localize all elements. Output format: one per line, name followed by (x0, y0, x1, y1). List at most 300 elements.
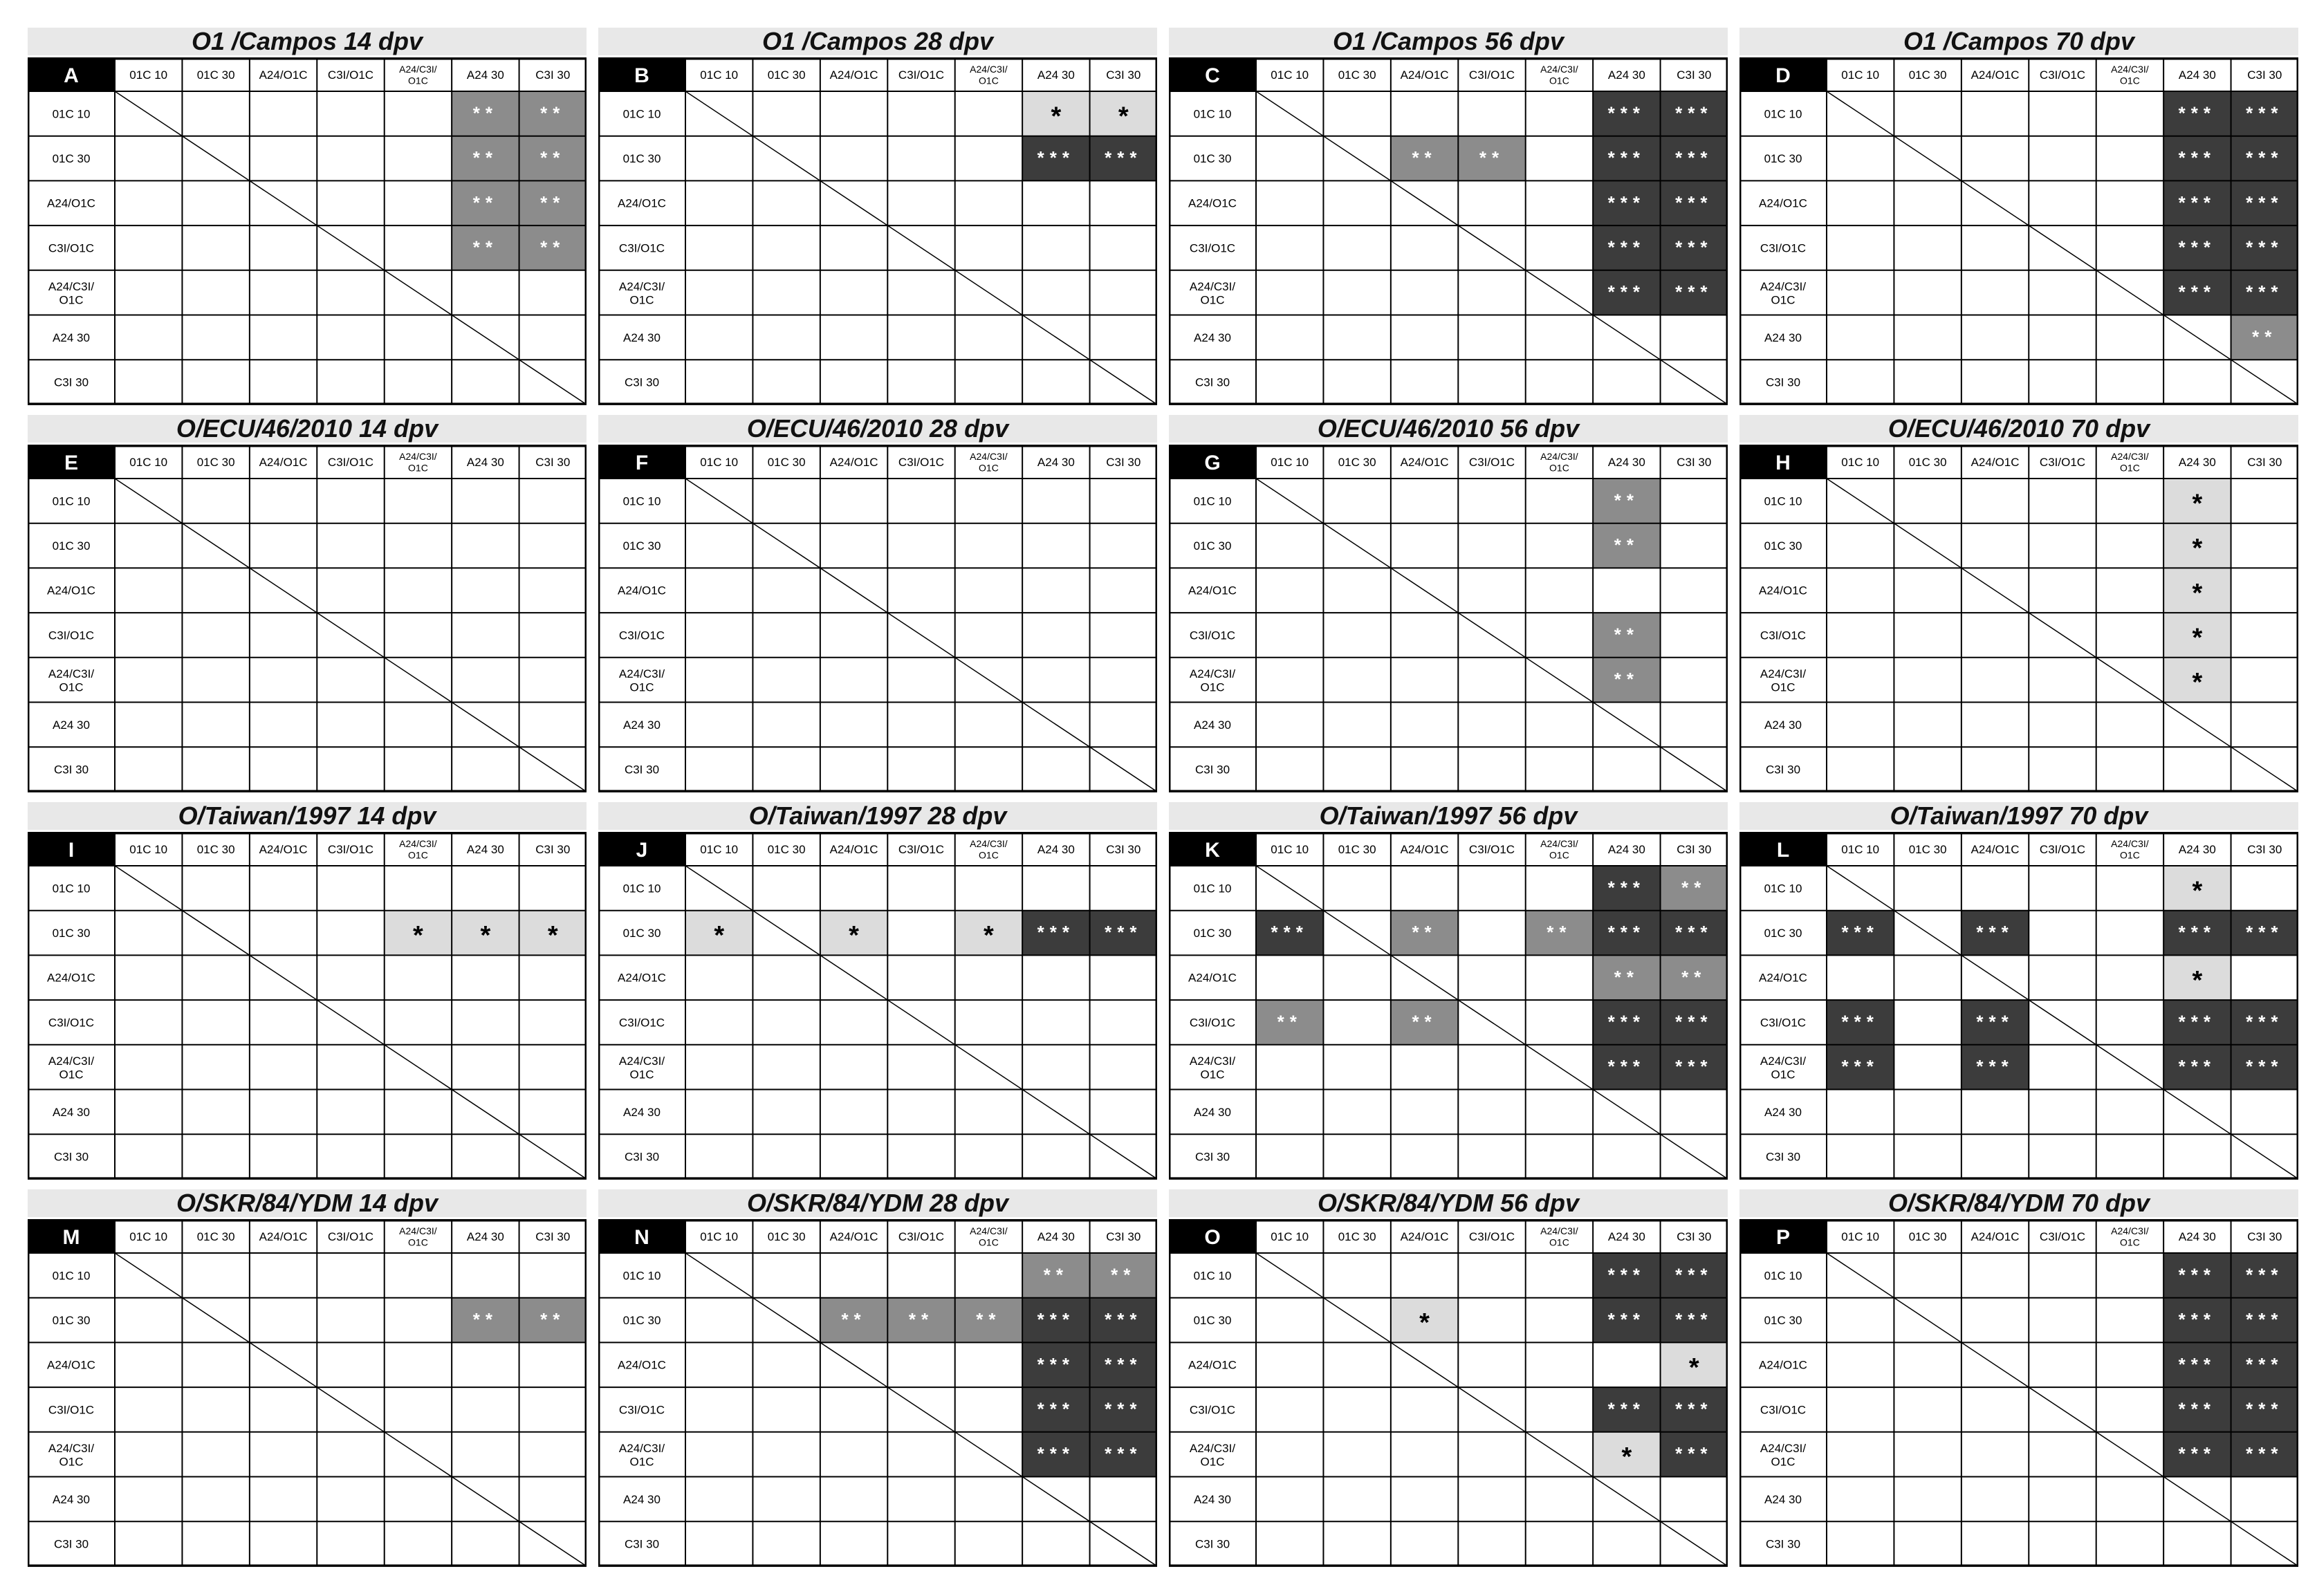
column-header: A24/C3I/ O1C (399, 451, 437, 474)
row-header: 01C 30 (1193, 152, 1232, 165)
column-header: C3I 30 (1106, 842, 1141, 856)
panel-letter: L (1776, 839, 1790, 862)
row-header: 01C 10 (1764, 882, 1802, 896)
significance-mark: *** (1037, 1443, 1076, 1465)
matrix-panel (1169, 28, 1728, 406)
significance-mark: *** (2178, 102, 2217, 124)
matrix-table (598, 1218, 1157, 1568)
column-header: 01C 30 (1908, 455, 1947, 469)
significance-mark: *** (1607, 1056, 1646, 1077)
panel-letter: K (1205, 839, 1220, 862)
column-header: 01C 30 (196, 1230, 235, 1243)
panel-title: O1 /Campos 56 dpv (1169, 28, 1728, 55)
significance-mark: *** (1976, 1056, 2014, 1077)
matrix-panel (598, 28, 1157, 406)
column-header: A24 30 (466, 455, 504, 469)
row-header: C3I/O1C (618, 241, 665, 255)
panel-letter: E (64, 452, 79, 474)
column-header: A24/O1C (259, 455, 308, 469)
column-header: A24/C3I/ O1C (399, 838, 437, 861)
significance-mark: *** (1271, 922, 1309, 943)
column-header: 01C 30 (1338, 1230, 1376, 1243)
matrix-panel (1739, 1189, 2298, 1568)
row-header: C3I 30 (1194, 763, 1230, 777)
column-header: A24/C3I/ O1C (1540, 838, 1578, 861)
row-header: 01C 10 (1193, 1269, 1232, 1283)
row-header: C3I/O1C (1189, 241, 1236, 255)
panel-letter: O (1204, 1226, 1221, 1249)
column-header: 01C 10 (1271, 455, 1309, 469)
row-header: 01C 10 (52, 494, 91, 508)
row-header: A24/O1C (618, 196, 666, 210)
row-header: 01C 10 (1764, 494, 1802, 508)
significance-mark: *** (2246, 102, 2284, 124)
row-header: C3I 30 (53, 1150, 89, 1164)
significance-mark: * (984, 921, 994, 951)
row-header: C3I 30 (624, 1537, 660, 1551)
panel-letter: J (636, 839, 648, 862)
matrix-panel (1169, 1189, 1728, 1568)
row-header: A24/O1C (47, 196, 95, 210)
significance-mark: *** (1841, 1056, 1879, 1077)
significance-mark: *** (1105, 1398, 1143, 1420)
panel-letter: C (1205, 64, 1220, 87)
matrix-table (598, 444, 1157, 793)
row-header: C3I 30 (53, 375, 89, 389)
column-header: C3I/O1C (327, 68, 374, 82)
row-header: A24/O1C (1759, 1358, 1807, 1372)
row-header: A24/C3I/ O1C (1760, 1054, 1807, 1082)
column-header: A24 30 (1607, 1230, 1645, 1243)
row-header: A24/O1C (47, 1358, 95, 1372)
significance-mark: ** (472, 147, 498, 169)
matrix-panel (1739, 415, 2298, 793)
significance-mark: *** (1675, 192, 1713, 213)
column-header: C3I 30 (535, 1230, 571, 1243)
row-header: C3I 30 (53, 763, 89, 777)
panel-title: O1 /Campos 14 dpv (28, 28, 587, 55)
column-header: 01C 10 (1841, 1230, 1880, 1243)
matrix-table (28, 57, 587, 406)
row-header: C3I 30 (1194, 375, 1230, 389)
panel-title: O/ECU/46/2010 56 dpv (1169, 415, 1728, 443)
significance-mark: * (2192, 668, 2203, 698)
significance-mark: *** (1607, 1398, 1646, 1420)
significance-mark: * (1118, 102, 1129, 131)
row-header: C3I/O1C (1760, 241, 1807, 255)
column-header: A24 30 (1037, 1230, 1075, 1243)
column-header: A24/C3I/ O1C (1540, 451, 1578, 474)
row-header: A24 30 (623, 1105, 661, 1119)
matrix-table (598, 57, 1157, 406)
significance-mark: ** (1681, 877, 1707, 898)
row-header: C3I/O1C (1189, 1403, 1236, 1417)
row-header: A24 30 (53, 718, 90, 732)
column-header: A24 30 (2178, 68, 2216, 82)
table-border (599, 446, 1156, 791)
significance-mark: * (2192, 623, 2203, 653)
column-header: 01C 30 (196, 455, 235, 469)
column-header: C3I/O1C (327, 1230, 374, 1243)
row-header: A24/O1C (1188, 1358, 1237, 1372)
panel-title: O/SKR/84/YDM 28 dpv (598, 1189, 1157, 1217)
row-header: A24 30 (53, 1492, 90, 1506)
significance-mark: ** (1614, 669, 1639, 690)
column-header: 01C 10 (1841, 68, 1880, 82)
row-header: A24/C3I/ O1C (48, 667, 95, 694)
row-header: C3I/O1C (1760, 1016, 1807, 1030)
column-header: 01C 10 (1841, 455, 1880, 469)
row-header: A24/O1C (1188, 196, 1237, 210)
significance-mark: *** (2178, 1353, 2217, 1375)
significance-mark: *** (2246, 1309, 2284, 1330)
significance-mark: *** (2178, 192, 2217, 213)
row-header: C3I/O1C (1760, 1403, 1807, 1417)
column-header: A24/O1C (1970, 842, 2020, 856)
matrix-panel (598, 1189, 1157, 1568)
row-header: C3I/O1C (1189, 629, 1236, 642)
panel-title: O/Taiwan/1997 56 dpv (1169, 802, 1728, 830)
column-header: C3I 30 (1677, 842, 1712, 856)
column-header: C3I/O1C (2039, 455, 2086, 469)
significance-mark: *** (1675, 281, 1713, 303)
significance-mark: *** (2178, 281, 2217, 303)
significance-mark: ** (1043, 1264, 1069, 1286)
significance-mark: * (547, 921, 558, 951)
panel-title: O/ECU/46/2010 70 dpv (1739, 415, 2298, 443)
matrix-panel (1169, 802, 1728, 1180)
significance-mark: *** (2246, 922, 2284, 943)
column-header: C3I 30 (2247, 842, 2282, 856)
row-header: A24 30 (1764, 718, 1802, 732)
column-header: 01C 30 (1338, 455, 1376, 469)
column-header: 01C 30 (1908, 1230, 1947, 1243)
panel-title: O1 /Campos 70 dpv (1739, 28, 2298, 55)
significance-mark: ** (472, 192, 498, 213)
row-header: C3I 30 (1765, 1150, 1801, 1164)
significance-mark: ** (1547, 922, 1572, 943)
row-header: 01C 30 (52, 152, 91, 165)
panel-letter: I (68, 839, 75, 862)
panel-letter: D (1775, 64, 1791, 87)
matrix-table (1169, 831, 1728, 1180)
significance-mark: *** (1675, 1443, 1713, 1465)
matrix-panel (28, 1189, 587, 1568)
significance-mark: *** (2246, 1443, 2284, 1465)
row-header: 01C 10 (1764, 1269, 1802, 1283)
matrix-panel (1739, 802, 2298, 1180)
column-header: A24/C3I/ O1C (1540, 64, 1578, 86)
significance-mark: *** (1607, 1264, 1646, 1286)
column-header: A24 30 (1037, 842, 1075, 856)
column-header: 01C 30 (196, 842, 235, 856)
row-header: A24 30 (623, 1492, 661, 1506)
column-header: C3I 30 (1677, 1230, 1712, 1243)
matrix-table (1169, 1218, 1728, 1568)
row-header: A24/C3I/ O1C (618, 1441, 665, 1469)
column-header: A24/O1C (1970, 455, 2020, 469)
significance-mark: *** (1607, 1011, 1646, 1032)
column-header: 01C 10 (129, 68, 168, 82)
column-header: A24/C3I/ O1C (2111, 1225, 2149, 1248)
column-header: C3I/O1C (1468, 842, 1515, 856)
column-header: C3I/O1C (898, 68, 945, 82)
row-header: 01C 30 (1764, 539, 1802, 553)
significance-mark: ** (841, 1309, 867, 1330)
significance-mark: *** (1675, 1309, 1713, 1330)
column-header: C3I 30 (2247, 455, 2282, 469)
significance-mark: *** (2178, 1056, 2217, 1077)
column-header: A24/O1C (1400, 842, 1449, 856)
column-header: 01C 30 (1338, 68, 1376, 82)
row-header: C3I/O1C (618, 1016, 665, 1030)
column-header: C3I 30 (1677, 455, 1712, 469)
significance-mark: * (2192, 534, 2203, 564)
column-header: C3I 30 (2247, 68, 2282, 82)
significance-mark: *** (1607, 147, 1646, 169)
row-header: A24 30 (53, 331, 90, 344)
significance-mark: *** (1105, 147, 1143, 169)
row-header: A24/C3I/ O1C (1189, 667, 1236, 694)
row-header: A24/O1C (1759, 584, 1807, 597)
table-border (28, 446, 586, 791)
significance-mark: * (2192, 965, 2203, 995)
column-header: 01C 30 (767, 842, 806, 856)
row-header: 01C 30 (622, 927, 661, 940)
column-header: C3I/O1C (327, 842, 374, 856)
matrix-table (28, 444, 587, 793)
significance-mark: *** (1675, 1398, 1713, 1420)
row-header: A24/C3I/ O1C (618, 1054, 665, 1082)
column-header: C3I/O1C (898, 1230, 945, 1243)
column-header: A24/O1C (829, 68, 878, 82)
panel-letter: A (64, 64, 79, 87)
panel-letter: N (634, 1226, 649, 1249)
column-header: A24 30 (466, 68, 504, 82)
row-header: 01C 30 (52, 927, 91, 940)
row-header: C3I/O1C (48, 241, 95, 255)
significance-mark: *** (1607, 1309, 1646, 1330)
row-header: A24/C3I/ O1C (1760, 279, 1807, 307)
row-header: A24 30 (1194, 1105, 1231, 1119)
column-header: A24/O1C (1970, 1230, 2020, 1243)
significance-mark: ** (1111, 1264, 1136, 1286)
significance-mark: *** (2246, 1264, 2284, 1286)
significance-mark: *** (2246, 1011, 2284, 1032)
column-header: C3I 30 (1106, 68, 1141, 82)
significance-mark: *** (1841, 1011, 1879, 1032)
significance-mark: *** (2246, 1353, 2284, 1375)
significance-mark: *** (2246, 281, 2284, 303)
significance-mark: ** (1277, 1011, 1302, 1032)
row-header: A24/O1C (47, 584, 95, 597)
significance-mark: *** (1607, 236, 1646, 258)
matrix-table (1739, 831, 2298, 1180)
column-header: 01C 30 (767, 1230, 806, 1243)
significance-mark: *** (2246, 192, 2284, 213)
column-header: A24 30 (2178, 1230, 2216, 1243)
column-header: A24/C3I/ O1C (399, 64, 437, 86)
matrix-table (28, 1218, 587, 1568)
significance-mark: ** (1614, 490, 1639, 511)
table-border (599, 833, 1156, 1178)
matrix-panel (28, 28, 587, 406)
significance-mark: *** (1841, 922, 1879, 943)
significance-mark: * (413, 921, 423, 951)
panel-title: O/SKR/84/YDM 56 dpv (1169, 1189, 1728, 1217)
row-header: C3I 30 (1765, 763, 1801, 777)
significance-mark: *** (1037, 147, 1076, 169)
row-header: 01C 30 (1764, 1314, 1802, 1327)
row-header: C3I 30 (624, 763, 660, 777)
significance-mark: *** (1607, 192, 1646, 213)
significance-mark: *** (2178, 236, 2217, 258)
panel-title: O/SKR/84/YDM 70 dpv (1739, 1189, 2298, 1217)
row-header: A24/C3I/ O1C (618, 667, 665, 694)
row-header: 01C 30 (1193, 1314, 1232, 1327)
significance-mark: ** (1412, 922, 1437, 943)
column-header: 01C 30 (767, 68, 806, 82)
significance-mark: *** (1105, 1443, 1143, 1465)
column-header: A24/C3I/ O1C (970, 64, 1008, 86)
matrix-table (1739, 444, 2298, 793)
row-header: 01C 10 (622, 107, 661, 121)
column-header: C3I/O1C (1468, 68, 1515, 82)
significance-mark: *** (1675, 236, 1713, 258)
column-header: 01C 10 (700, 842, 739, 856)
row-header: C3I/O1C (1189, 1016, 1236, 1030)
column-header: A24/O1C (259, 1230, 308, 1243)
row-header: C3I/O1C (618, 629, 665, 642)
row-header: A24/C3I/ O1C (1760, 1441, 1807, 1469)
significance-mark: *** (1675, 1056, 1713, 1077)
matrix-panel (28, 415, 587, 793)
row-header: C3I/O1C (48, 1016, 95, 1030)
significance-mark: *** (1037, 922, 1076, 943)
row-header: C3I 30 (1765, 1537, 1801, 1551)
significance-mark: ** (540, 192, 566, 213)
row-header: C3I 30 (624, 375, 660, 389)
significance-mark: *** (1976, 1011, 2014, 1032)
row-header: A24/O1C (47, 971, 95, 985)
significance-mark: * (849, 921, 859, 951)
column-header: C3I 30 (1677, 68, 1712, 82)
row-header: 01C 30 (622, 152, 661, 165)
significance-mark: ** (1412, 147, 1437, 169)
matrix-table (1739, 57, 2298, 406)
significance-mark: *** (2178, 1011, 2217, 1032)
column-header: A24 30 (1607, 68, 1645, 82)
significance-mark: * (2192, 876, 2203, 906)
column-header: 01C 30 (1908, 842, 1947, 856)
row-header: A24/O1C (618, 584, 666, 597)
matrix-panel (1739, 28, 2298, 406)
significance-mark: ** (540, 147, 566, 169)
row-header: 01C 30 (1764, 927, 1802, 940)
row-header: A24/C3I/ O1C (48, 279, 95, 307)
significance-mark: * (1051, 102, 1062, 131)
row-header: A24 30 (623, 331, 661, 344)
row-header: A24/C3I/ O1C (48, 1054, 95, 1082)
row-header: 01C 30 (1764, 152, 1802, 165)
diagonal-line (685, 479, 1157, 792)
significance-mark: *** (2178, 147, 2217, 169)
diagonal-line (115, 479, 587, 792)
panel-title: O/ECU/46/2010 28 dpv (598, 415, 1157, 443)
matrix-panel (1169, 415, 1728, 793)
row-header: 01C 10 (1193, 882, 1232, 896)
column-header: 01C 10 (1271, 1230, 1309, 1243)
column-header: 01C 10 (700, 1230, 739, 1243)
significance-mark: ** (2252, 326, 2278, 347)
matrix-panel (28, 802, 587, 1180)
significance-mark: *** (1607, 102, 1646, 124)
row-header: 01C 30 (52, 1314, 91, 1327)
significance-mark: *** (2246, 1398, 2284, 1420)
significance-mark: *** (1105, 1309, 1143, 1330)
significance-mark: ** (1479, 147, 1505, 169)
row-header: C3I/O1C (48, 1403, 95, 1417)
significance-mark: ** (1614, 624, 1639, 645)
column-header: C3I/O1C (1468, 1230, 1515, 1243)
column-header: 01C 10 (700, 455, 739, 469)
column-header: C3I/O1C (327, 455, 374, 469)
row-header: A24/C3I/ O1C (48, 1441, 95, 1469)
significance-mark: ** (1614, 966, 1639, 987)
significance-mark: ** (472, 1309, 498, 1330)
panel-letter: H (1775, 452, 1791, 474)
significance-mark: *** (1607, 281, 1646, 303)
row-header: 01C 10 (52, 1269, 91, 1283)
panel-title: O/ECU/46/2010 14 dpv (28, 415, 587, 443)
row-header: 01C 10 (622, 494, 661, 508)
significance-mark: *** (1675, 102, 1713, 124)
panel-title: O/SKR/84/YDM 14 dpv (28, 1189, 587, 1217)
significance-mark: *** (1037, 1398, 1076, 1420)
significance-mark: ** (472, 236, 498, 258)
significance-mark: * (480, 921, 491, 951)
row-header: A24/O1C (1188, 584, 1237, 597)
row-header: C3I 30 (53, 1537, 89, 1551)
column-header: 01C 10 (1271, 842, 1309, 856)
row-header: A24 30 (1194, 331, 1231, 344)
significance-mark: ** (472, 102, 498, 124)
significance-mark: *** (1976, 922, 2014, 943)
column-header: A24/C3I/ O1C (970, 451, 1008, 474)
column-header: C3I 30 (535, 455, 571, 469)
row-header: A24/O1C (1759, 971, 1807, 985)
column-header: A24 30 (1037, 455, 1075, 469)
row-header: 01C 30 (52, 539, 91, 553)
column-header: A24/O1C (1970, 68, 2020, 82)
significance-mark: *** (1675, 1264, 1713, 1286)
matrix-panel (598, 415, 1157, 793)
column-header: A24 30 (1037, 68, 1075, 82)
significance-mark: *** (1607, 877, 1646, 898)
column-header: 01C 10 (1271, 68, 1309, 82)
significance-mark: ** (976, 1309, 1001, 1330)
significance-mark: *** (1105, 1353, 1143, 1375)
matrix-table (28, 831, 587, 1180)
column-header: 01C 30 (1338, 842, 1376, 856)
row-header: 01C 10 (622, 882, 661, 896)
row-header: A24/O1C (618, 1358, 666, 1372)
matrix-table (598, 831, 1157, 1180)
row-header: C3I 30 (624, 1150, 660, 1164)
significance-mark: * (1688, 1353, 1699, 1382)
column-header: 01C 30 (1908, 68, 1947, 82)
panel-title: O/Taiwan/1997 14 dpv (28, 802, 587, 830)
